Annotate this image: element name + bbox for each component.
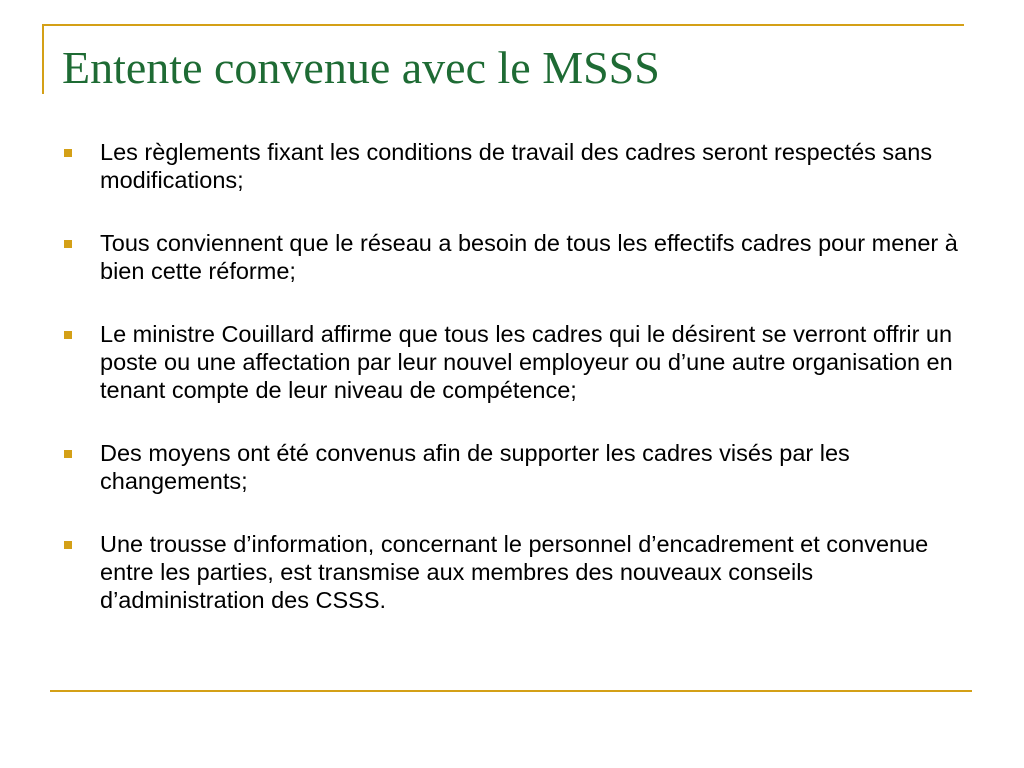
bullet-item: [62, 229, 972, 285]
bullet-text: Tous conviennent que le réseau a besoin de tous les effectifs cadres pour mener à bien cette réforme;: [100, 230, 958, 284]
square-bullet-icon: [64, 240, 72, 248]
square-bullet-icon: [64, 450, 72, 458]
square-bullet-icon: [64, 149, 72, 157]
top-frame-line: [42, 24, 964, 26]
bullet-text: Des moyens ont été convenus afin de supporter les cadres visés par les changements;: [100, 440, 850, 494]
bullet-text: Les règlements fixant les conditions de travail des cadres seront respectés sans modifications;: [100, 139, 933, 193]
bottom-rule-line: [50, 690, 972, 692]
slide-title: Entente convenue avec le MSSS: [62, 42, 660, 93]
bullet-item: [62, 530, 972, 614]
bullet-item: [62, 320, 972, 404]
bullet-item: [62, 138, 972, 194]
bullet-list: [62, 138, 972, 649]
left-frame-line: [42, 24, 44, 94]
square-bullet-icon: [64, 541, 72, 549]
bullet-item: [62, 439, 972, 495]
square-bullet-icon: [64, 331, 72, 339]
bullet-text: Le ministre Couillard affirme que tous les cadres qui le désirent se verront offrir un poste ou une affectation par leur nouvel employeur ou d’une autre organisation en tenant compte de leur niveau de compétence;: [100, 321, 953, 403]
bullet-text: Une trousse d’information, concernant le personnel d’encadrement et convenue entre les parties, est transmise aux membres des nouveaux conseils d’administration des CSSS.: [100, 531, 929, 613]
